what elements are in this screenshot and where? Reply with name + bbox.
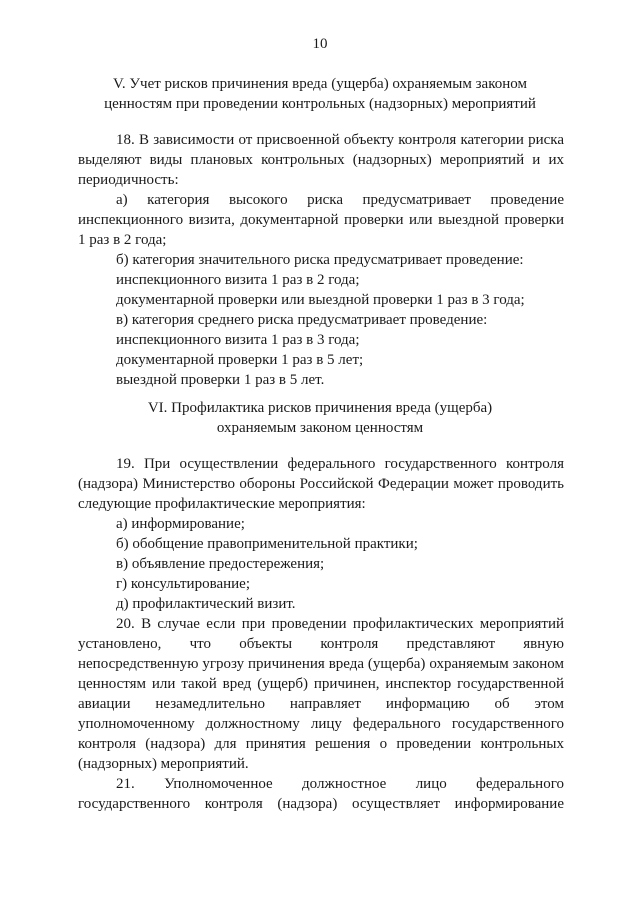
paragraph-18 xyxy=(78,130,564,390)
page-number: 10 xyxy=(312,36,328,52)
para-18-item-b2: документарной проверки или выездной проверки 1 раз в 3 года; xyxy=(116,292,525,308)
section-vi-title-line1: VI. Профилактика рисков причинения вреда (ущерба) xyxy=(147,400,493,416)
para-21: 21. Уполномоченное должностное лицо федерального государственного контроля (надзора) осуществляет информирование xyxy=(78,776,564,812)
para-20: 20. В случае если при проведении профилактических мероприятий установлено, что объекты контроля представляют явную непосредственную угрозу причинения вреда (ущерба) охраняемым законом ценностям или такой вред (ущерб) причинен, инспектор государственной авиации незамедлительно направляет информацию об этом уполномоченному должностному лицу федерального государственного контроля (надзора) для принятия решения о проведении контрольных (надзорных) мероприятий. xyxy=(78,616,564,772)
para-19-item-a: а) информирование; xyxy=(116,516,245,532)
section-vi-title-line2: охраняемым законом ценностям xyxy=(216,420,424,436)
paragraph-19 xyxy=(78,454,564,814)
para-18-item-b: б) категория значительного риска предусматривает проведение: xyxy=(116,252,524,268)
para-18-item-c: в) категория среднего риска предусматривает проведение: xyxy=(116,312,488,328)
para-18-item-b1: инспекционного визита 1 раз в 2 года; xyxy=(116,272,360,288)
para-18-intro: 18. В зависимости от присвоенной объекту контроля категории риска выделяют виды плановых контрольных (надзорных) мероприятий и их периодичность: xyxy=(78,132,564,188)
section-v-heading xyxy=(60,74,580,114)
section-v-title-line1: V. Учет рисков причинения вреда (ущерба) охраняемым законом xyxy=(113,76,527,92)
para-19-item-c: в) объявление предостережения; xyxy=(116,556,325,572)
para-19-intro: 19. При осуществлении федерального государственного контроля (надзора) Министерство обороны Российской Федерации может проводить следующие профилактические мероприятия: xyxy=(78,456,564,512)
section-vi-heading xyxy=(60,398,580,438)
para-18-item-a: а) категория высокого риска предусматривает проведение инспекционного визита, документарной проверки или выездной проверки 1 раз в 2 года; xyxy=(78,192,564,248)
para-19-item-b: б) обобщение правоприменительной практики; xyxy=(116,536,418,552)
para-19-item-e: д) профилактический визит. xyxy=(116,596,296,612)
para-18-item-c2: документарной проверки 1 раз в 5 лет; xyxy=(116,352,364,368)
para-18-item-c3: выездной проверки 1 раз в 5 лет. xyxy=(116,372,325,388)
para-18-item-c1: инспекционного визита 1 раз в 3 года; xyxy=(116,332,360,348)
section-v-title-line2: ценностям при проведении контрольных (надзорных) мероприятий xyxy=(104,96,536,112)
para-19-item-d: г) консультирование; xyxy=(116,576,251,592)
